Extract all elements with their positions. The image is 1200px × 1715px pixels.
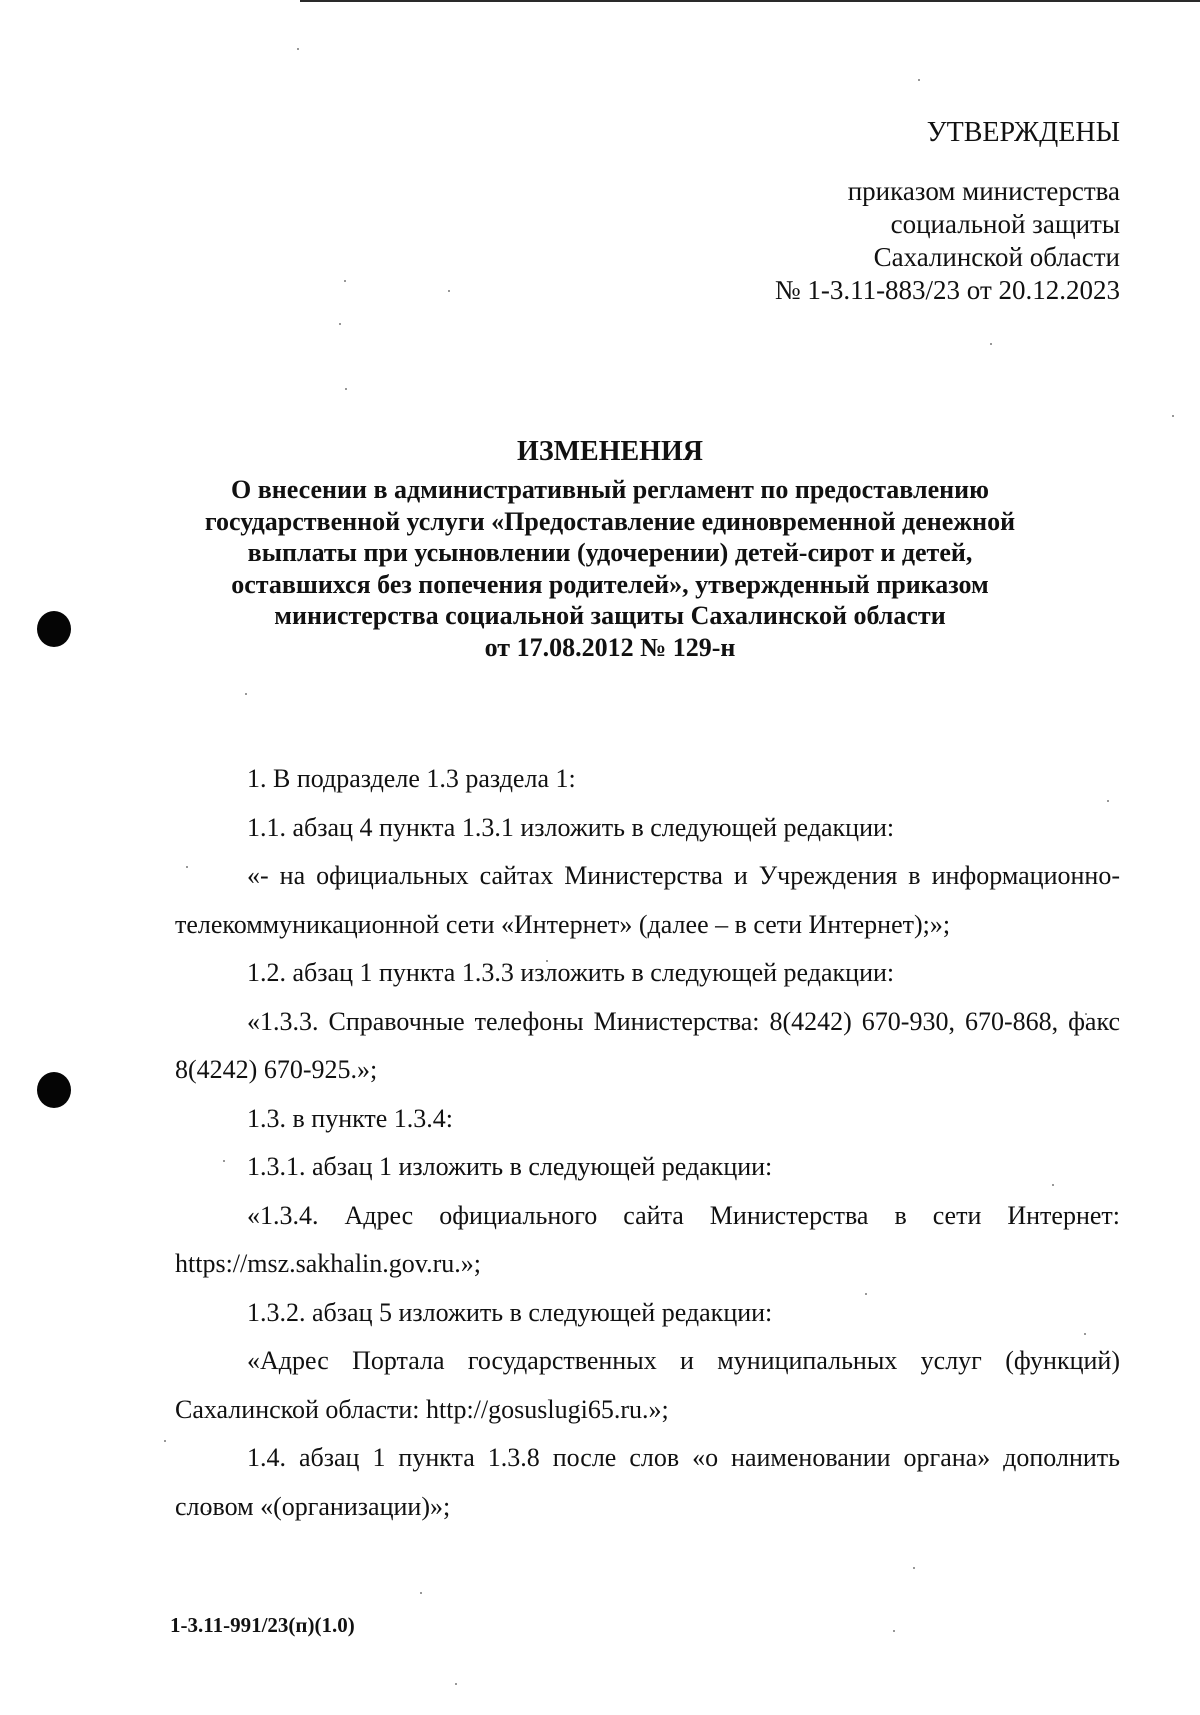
scan-speck — [448, 290, 450, 292]
body-paragraph: «1.3.4. Адрес официального сайта Министерства в сети Интернет: https://msz.sakhalin.gov.ru.»; — [175, 1200, 1120, 1278]
body-paragraph: 1.3.1. абзац 1 изложить в следующей редакции: — [247, 1152, 773, 1181]
approval-order-number: № 1-3.11-883/23 от 20.12.2023 — [774, 275, 1120, 305]
approval-title: УТВЕРЖДЕНЫ — [926, 117, 1120, 148]
document-body — [175, 755, 1120, 1531]
scan-speck — [245, 693, 247, 695]
body-paragraph: 1. В подразделе 1.3 раздела 1: — [247, 764, 576, 793]
body-paragraph: 1.3.2. абзац 5 изложить в следующей редакции: — [247, 1297, 773, 1327]
scan-speck — [990, 343, 992, 345]
heading-line: выплаты при усыновлении (удочерении) детей-сирот и детей, — [247, 538, 973, 567]
heading-line: О внесении в административный регламент по предоставлению — [231, 475, 989, 504]
document-code: 1-3.11-991/23(п)(1.0) — [170, 1613, 355, 1637]
hole-punch-mark — [37, 1072, 71, 1108]
document-heading — [140, 434, 1080, 663]
approval-block — [775, 116, 1120, 307]
scan-speck — [893, 1630, 895, 1632]
scan-speck — [297, 48, 299, 50]
scan-speck — [918, 79, 920, 81]
heading-line: от 17.08.2012 № 129-н — [484, 632, 736, 662]
scan-edge-line — [300, 0, 1200, 2]
heading-line: оставшихся без попечения родителей», утвержденный приказом — [231, 569, 989, 599]
scan-speck — [339, 323, 341, 325]
scan-speck — [913, 1567, 915, 1569]
scan-speck — [420, 1592, 422, 1594]
scan-speck — [344, 280, 346, 282]
body-paragraph: «1.3.3. Справочные телефоны Министерства: 8(4242) 670-930, 670-868, факс 8(4242) 670-925.»; — [175, 1006, 1120, 1084]
heading-title: ИЗМЕНЕНИЯ — [517, 436, 703, 467]
body-paragraph: «Адрес Портала государственных и муниципальных услуг (функций) Сахалинской области: http://gosuslugi65.ru.»; — [175, 1346, 1120, 1424]
body-paragraph: 1.2. абзац 1 пункта 1.3.3 изложить в следующей редакции: — [247, 958, 895, 987]
hole-punch-mark — [37, 611, 71, 647]
body-paragraph: 1.3. в пункте 1.3.4: — [247, 1103, 454, 1133]
scan-speck — [1172, 415, 1174, 417]
body-paragraph: 1.4. абзац 1 пункта 1.3.8 после слов «о наименовании органа» дополнить словом «(организации)»; — [175, 1443, 1120, 1521]
scan-speck — [455, 1683, 457, 1685]
scan-speck — [164, 1440, 166, 1442]
heading-line: министерства социальной защиты Сахалинской области — [274, 601, 946, 630]
heading-line: государственной услуги «Предоставление единовременной денежной — [204, 506, 1016, 536]
scan-speck — [345, 388, 347, 390]
approval-line: Сахалинской области — [873, 242, 1120, 272]
approval-line: социальной защиты — [890, 209, 1120, 239]
body-paragraph: «- на официальных сайтах Министерства и Учреждения в информационно-телекоммуникационной сети «Интернет» (далее – в сети Интернет);»; — [175, 861, 1120, 939]
approval-line: приказом министерства — [847, 176, 1120, 206]
body-paragraph: 1.1. абзац 4 пункта 1.3.1 изложить в следующей редакции: — [247, 812, 895, 842]
